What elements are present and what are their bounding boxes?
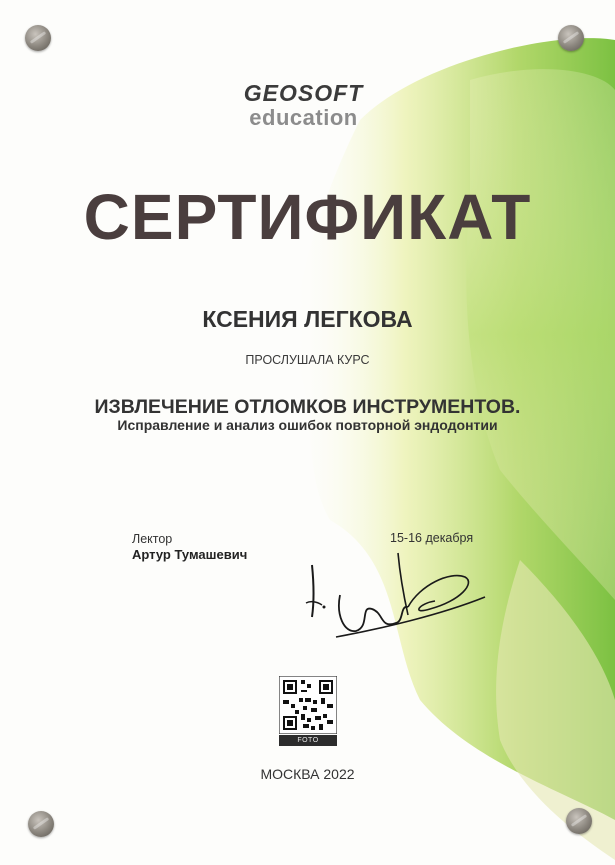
lecturer-signature	[300, 545, 500, 645]
logo-subtitle: education	[249, 105, 358, 130]
corner-screw-bottom-right	[566, 808, 592, 834]
lecturer-label: Лектор	[132, 532, 173, 546]
corner-screw-top-right	[558, 25, 584, 51]
qr-code-badge[interactable]	[279, 676, 337, 748]
recipient-name: КСЕНИЯ ЛЕГКОВА	[202, 306, 413, 332]
corner-screw-top-left	[25, 25, 51, 51]
corner-screw-bottom-left	[28, 811, 54, 837]
course-date: 15-16 декабря	[390, 531, 474, 545]
qr-foto-label: FOTO	[279, 735, 337, 746]
course-title: ИЗВЛЕЧЕНИЕ ОТЛОМКОВ ИНСТРУМЕНТОВ.	[94, 396, 521, 418]
completion-text: ПРОСЛУШАЛА КУРС	[245, 353, 370, 367]
certificate-title: СЕРТИФИКАТ	[83, 181, 532, 253]
course-subtitle: Исправление и анализ ошибок повторной эндодонтии	[117, 417, 498, 433]
lecturer-name: Артур Тумашевич	[132, 547, 248, 562]
city-year: МОСКВА 2022	[260, 766, 355, 782]
qr-code[interactable]	[279, 676, 337, 734]
logo-wordmark: GEOSOFT	[243, 80, 364, 106]
geosoft-education-logo	[236, 80, 371, 136]
